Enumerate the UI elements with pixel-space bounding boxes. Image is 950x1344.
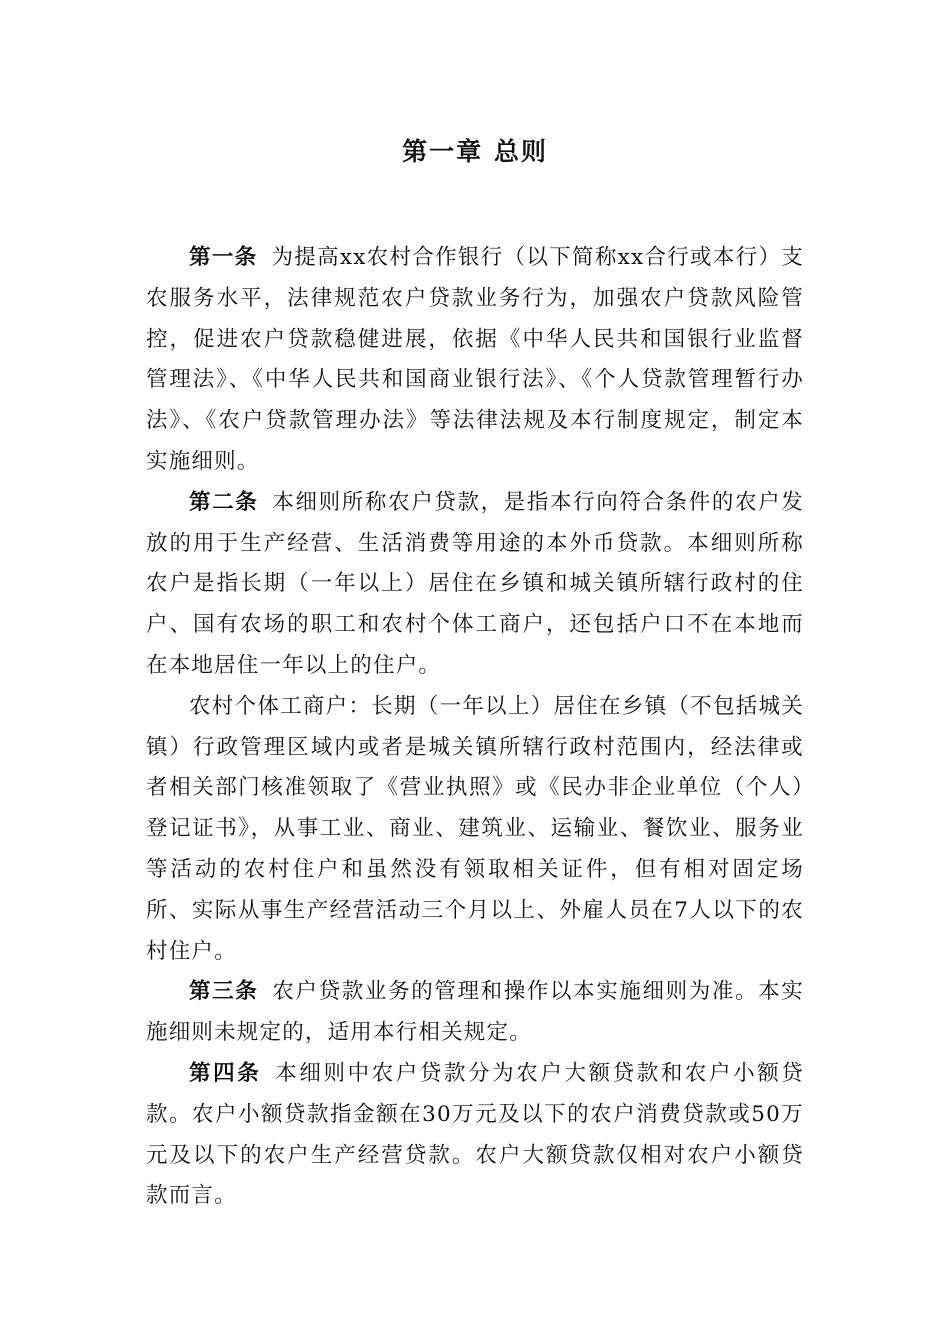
article-number: 第三条 — [189, 979, 259, 1005]
article-3 — [146, 972, 804, 1054]
article-text: 为提高xx农村合作银行（以下简称xx合行或本行）支农服务水平，法律规范农户贷款业务行为，加强农户贷款风险管控，促进农户贷款稳健进展，依据《中华人民共和国银行业监督管理法》、《中华人民共和国商业银行法》、《个人贷款管理暂行办法》、《农户贷款管理办法》等法律法规及本行制度规定，制定本实施细则。 — [146, 245, 804, 474]
article-text: 本细则所称农户贷款，是指本行向符合条件的农户发放的用于生产经营、生活消费等用途的本外币贷款。本细则所称农户是指长期（一年以上）居住在乡镇和城关镇所辖行政村的住户、国有农场的职工和农村个体工商户，还包括户口不在本地而在本地居住一年以上的住户。 — [146, 489, 804, 678]
chapter-title: 第一章 总则 — [402, 137, 548, 166]
article-2-supplement — [146, 687, 804, 973]
article-number: 第二条 — [189, 489, 259, 515]
article-number: 第四条 — [189, 1060, 262, 1086]
article-text: 农村个体工商户：长期（一年以上）居住在乡镇（不包括城关镇）行政管理区域内或者是城关镇所辖行政村范围内，经法律或者相关部门核准领取了《营业执照》或《民办非企业单位（个人）登记证书》，从事工业、商业、建筑业、运输业、餐饮业、服务业等活动的农村住户和虽然没有领取相关证件，但有相对固定场所、实际从事生产经营活动三个月以上、外雇人员在7人以下的农村住户。 — [146, 693, 804, 964]
article-1 — [146, 238, 804, 483]
article-text: 本细则中农户贷款分为农户大额贷款和农户小额贷款。农户小额贷款指金额在30万元及以下的农户消费贷款或50万元及以下的农户生产经营贷款。农户大额贷款仅相对农户小额贷款而言。 — [146, 1060, 804, 1209]
article-2 — [146, 483, 804, 687]
article-number: 第一条 — [189, 245, 258, 270]
article-4 — [146, 1054, 804, 1217]
chapter-body — [146, 238, 804, 1217]
article-text: 农户贷款业务的管理和操作以本实施细则为准。本实施细则未规定的，适用本行相关规定。 — [146, 979, 804, 1046]
